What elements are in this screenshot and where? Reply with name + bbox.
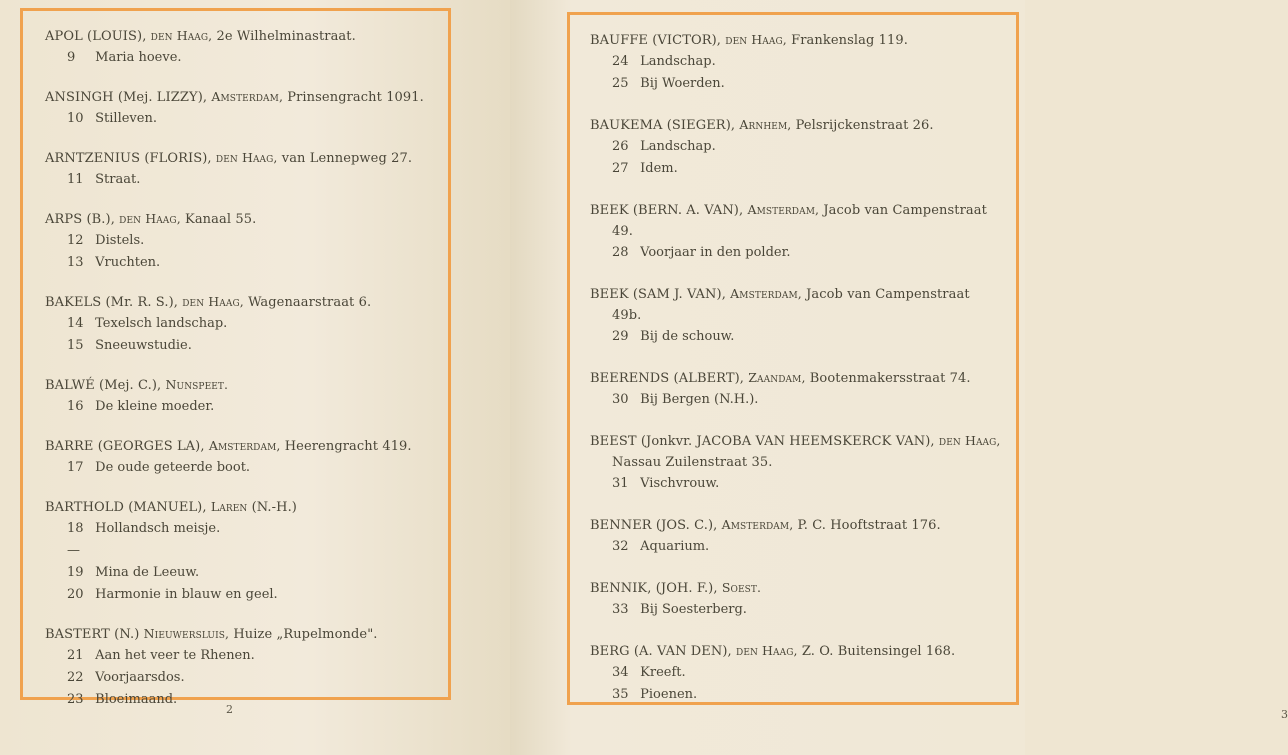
artist-address: Jacob van Campenstraat 49b. (612, 287, 970, 323)
artist-address: Huize „Rupelmonde". (233, 627, 378, 642)
artist-city: Amsterdam, (721, 517, 794, 532)
artist-entry (45, 291, 434, 357)
work-number: 22 (67, 670, 84, 685)
work-number: 26 (612, 139, 629, 154)
artist-address: Nassau Zuilenstraat 35. (612, 455, 773, 470)
artist-name: BENNIK, (JOH. F.), (590, 581, 718, 596)
work-title: Aquarium. (640, 539, 710, 554)
artist-city: den Haag, (150, 28, 213, 43)
work-title: Stilleven. (95, 111, 157, 126)
artist-line (590, 577, 1002, 599)
work-title: Vruchten. (95, 255, 161, 270)
artist-entry (45, 147, 434, 191)
artist-entry (590, 577, 1002, 621)
artist-name: BAKELS (Mr. R. S.), (45, 295, 178, 310)
artist-entry (45, 208, 434, 274)
work-title: Hollandsch meisje. (95, 521, 221, 536)
work-title: Bloeimaand. (95, 692, 178, 707)
artist-line (590, 640, 1002, 662)
work-number: 24 (612, 54, 629, 69)
work-number: 27 (612, 161, 629, 176)
artist-line (590, 514, 1002, 536)
artist-line (45, 496, 434, 518)
work-title: Bij de schouw. (640, 329, 735, 344)
artist-name: BEERENDS (ALBERT), (590, 371, 745, 386)
work-title: Idem. (640, 161, 678, 176)
artist-name: BASTERT (N.) (45, 627, 140, 642)
work-title: Harmonie in blauw en geel. (95, 587, 278, 602)
work-item (45, 252, 434, 274)
work-item (45, 108, 434, 130)
artist-entry (590, 29, 1002, 95)
work-title: Distels. (95, 233, 145, 248)
artist-address: Frankenslag 119. (791, 33, 908, 48)
work-item (45, 584, 434, 606)
work-number: 14 (67, 316, 84, 331)
work-number: 33 (612, 602, 629, 617)
artist-name: BARTHOLD (MANUEL), (45, 500, 207, 515)
artist-entry (45, 435, 434, 479)
artist-address: Kanaal 55. (185, 212, 257, 227)
work-title: Bij Woerden. (640, 76, 725, 91)
work-number: 9 (67, 50, 76, 65)
artist-line (590, 283, 1002, 326)
artist-name: BAUKEMA (SIEGER), (590, 118, 736, 133)
artist-name: BALWÉ (Mej. C.), (45, 378, 162, 393)
artist-city: Nieuwersluis, (143, 626, 230, 641)
artist-line (590, 199, 1002, 242)
work-number: —19 (67, 543, 84, 580)
work-title: Landschap. (640, 54, 716, 69)
artist-city: Amsterdam, (730, 286, 802, 301)
work-title: Kreeft. (640, 665, 686, 680)
work-number: 31 (612, 476, 629, 491)
artist-entry (45, 86, 434, 130)
artist-name: APOL (LOUIS), (45, 29, 147, 44)
artist-city: Amsterdam, (208, 438, 281, 453)
work-item (590, 662, 1002, 684)
work-item (45, 396, 434, 418)
artist-address: (N.-H.) (251, 500, 297, 515)
work-title: Texelsch landschap. (95, 316, 228, 331)
work-title: Mina de Leeuw. (95, 565, 200, 580)
artist-address: van Lennepweg 27. (281, 151, 413, 166)
artist-city: Amsterdam, (747, 202, 820, 217)
work-title: Voorjaarsdos. (95, 670, 185, 685)
work-item (590, 73, 1002, 95)
left-page-frame (20, 8, 451, 707)
artist-name: BAUFFE (VICTOR), (590, 33, 722, 48)
work-item (45, 645, 434, 667)
work-item (590, 389, 1002, 411)
work-item (590, 136, 1002, 158)
work-number: 21 (67, 648, 84, 663)
artist-line (590, 367, 1002, 389)
artist-address: 2e Wilhelminastraat. (216, 29, 356, 44)
work-title: Pioenen. (640, 687, 698, 702)
work-number: 30 (612, 392, 629, 407)
work-item (45, 457, 434, 479)
work-number: 13 (67, 255, 84, 270)
work-title: Straat. (95, 172, 141, 187)
work-title: Voorjaar in den polder. (640, 245, 791, 260)
work-item (45, 518, 434, 540)
artist-line (590, 430, 1002, 473)
artist-line (45, 374, 434, 396)
work-title: Sneeuwstudie. (95, 338, 192, 353)
work-item (45, 335, 434, 357)
artist-entry (590, 367, 1002, 411)
work-item (45, 169, 434, 191)
work-title: Vischvrouw. (640, 476, 720, 491)
work-item (45, 540, 434, 584)
artist-address: P. C. Hooftstraat 176. (797, 518, 941, 533)
artist-city: Laren (210, 499, 248, 514)
artist-city: Zaandam, (748, 370, 806, 385)
artist-entry (590, 114, 1002, 180)
work-title: De kleine moeder. (95, 399, 215, 414)
artist-entry (45, 623, 434, 711)
artist-city: Nunspeet. (165, 377, 229, 392)
work-item (590, 242, 1002, 264)
artist-name: BENNER (JOS. C.), (590, 518, 718, 533)
artist-entry (590, 283, 1002, 348)
artist-name: BARRE (GEORGES LA), (45, 439, 205, 454)
artist-line (45, 291, 434, 313)
artist-name: BEEK (SAM J. VAN), (590, 287, 726, 302)
work-item (45, 230, 434, 252)
artist-address: Wagenaarstraat 6. (248, 295, 372, 310)
work-item (45, 689, 434, 711)
work-item (590, 536, 1002, 558)
work-number: 17 (67, 460, 84, 475)
artist-address: Prinsengracht 1091. (287, 90, 424, 105)
work-number: 32 (612, 539, 629, 554)
artist-entry (590, 430, 1002, 495)
artist-city: den Haag, (938, 433, 1001, 448)
work-title: Maria hoeve. (95, 50, 182, 65)
artist-address: Heerengracht 419. (284, 439, 412, 454)
artist-line (45, 208, 434, 230)
artist-name: BEEK (BERN. A. VAN), (590, 203, 744, 218)
artist-city: Amsterdam, (211, 89, 284, 104)
work-number: 11 (67, 172, 84, 187)
work-number: 23 (67, 692, 84, 707)
work-title: Bij Soesterberg. (640, 602, 747, 617)
work-title: Bij Bergen (N.H.). (640, 392, 759, 407)
artist-name: BEEST (Jonkvr. JACOBA VAN HEEMSKERCK VAN), (590, 434, 935, 449)
work-item (45, 667, 434, 689)
work-item (590, 684, 1002, 706)
work-item (590, 599, 1002, 621)
work-number: 35 (612, 687, 629, 702)
work-number: 18 (67, 521, 84, 536)
work-number: 10 (67, 111, 84, 126)
work-number: 34 (612, 665, 629, 680)
artist-city: den Haag, (182, 294, 244, 309)
artist-line (45, 25, 434, 47)
artist-city: den Haag, (215, 150, 278, 165)
artist-line (45, 435, 434, 457)
artist-city: Arnhem, (739, 117, 792, 132)
work-number: 25 (612, 76, 629, 91)
right-page-frame (567, 12, 1019, 705)
artist-line (45, 623, 434, 645)
artist-name: BERG (A. VAN DEN), (590, 644, 732, 659)
page-number-left: 2 (226, 703, 233, 716)
work-title: Aan het veer te Rhenen. (95, 648, 255, 663)
artist-address: Z. O. Buitensingel 168. (801, 644, 956, 659)
artist-city: den Haag, (725, 32, 787, 47)
work-number: 28 (612, 245, 629, 260)
artist-city: den Haag, (119, 211, 181, 226)
work-number: 12 (67, 233, 84, 248)
artist-name: ARNTZENIUS (FLORIS), (45, 151, 212, 166)
work-number: 29 (612, 329, 629, 344)
artist-name: ARPS (B.), (45, 212, 115, 227)
work-number: 16 (67, 399, 84, 414)
page-number-right: 3 (1281, 708, 1288, 721)
artist-name: ANSINGH (Mej. LIZZY), (45, 90, 208, 105)
artist-address: Pelsrijckenstraat 26. (795, 118, 934, 133)
artist-city: den Haag, (736, 643, 798, 658)
work-item (45, 47, 434, 69)
artist-entry (590, 199, 1002, 264)
artist-address: Jacob van Campenstraat 49. (612, 203, 987, 239)
artist-line (590, 29, 1002, 51)
artist-line (45, 147, 434, 169)
artist-line (45, 86, 434, 108)
artist-entry (45, 496, 434, 606)
work-item (590, 158, 1002, 180)
left-page (0, 0, 510, 755)
artist-entry (590, 514, 1002, 558)
artist-line (590, 114, 1002, 136)
work-title: De oude geteerde boot. (95, 460, 251, 475)
artist-address: Bootenmakersstraat 74. (809, 371, 971, 386)
work-title: Landschap. (640, 139, 716, 154)
artist-entry (45, 374, 434, 418)
work-item (590, 473, 1002, 495)
artist-entry (590, 640, 1002, 706)
artist-entry (45, 25, 434, 69)
artist-city: Soest. (721, 580, 762, 595)
work-number: 15 (67, 338, 84, 353)
work-number: 20 (67, 587, 84, 602)
work-item (590, 51, 1002, 73)
work-item (590, 326, 1002, 348)
work-item (45, 313, 434, 335)
